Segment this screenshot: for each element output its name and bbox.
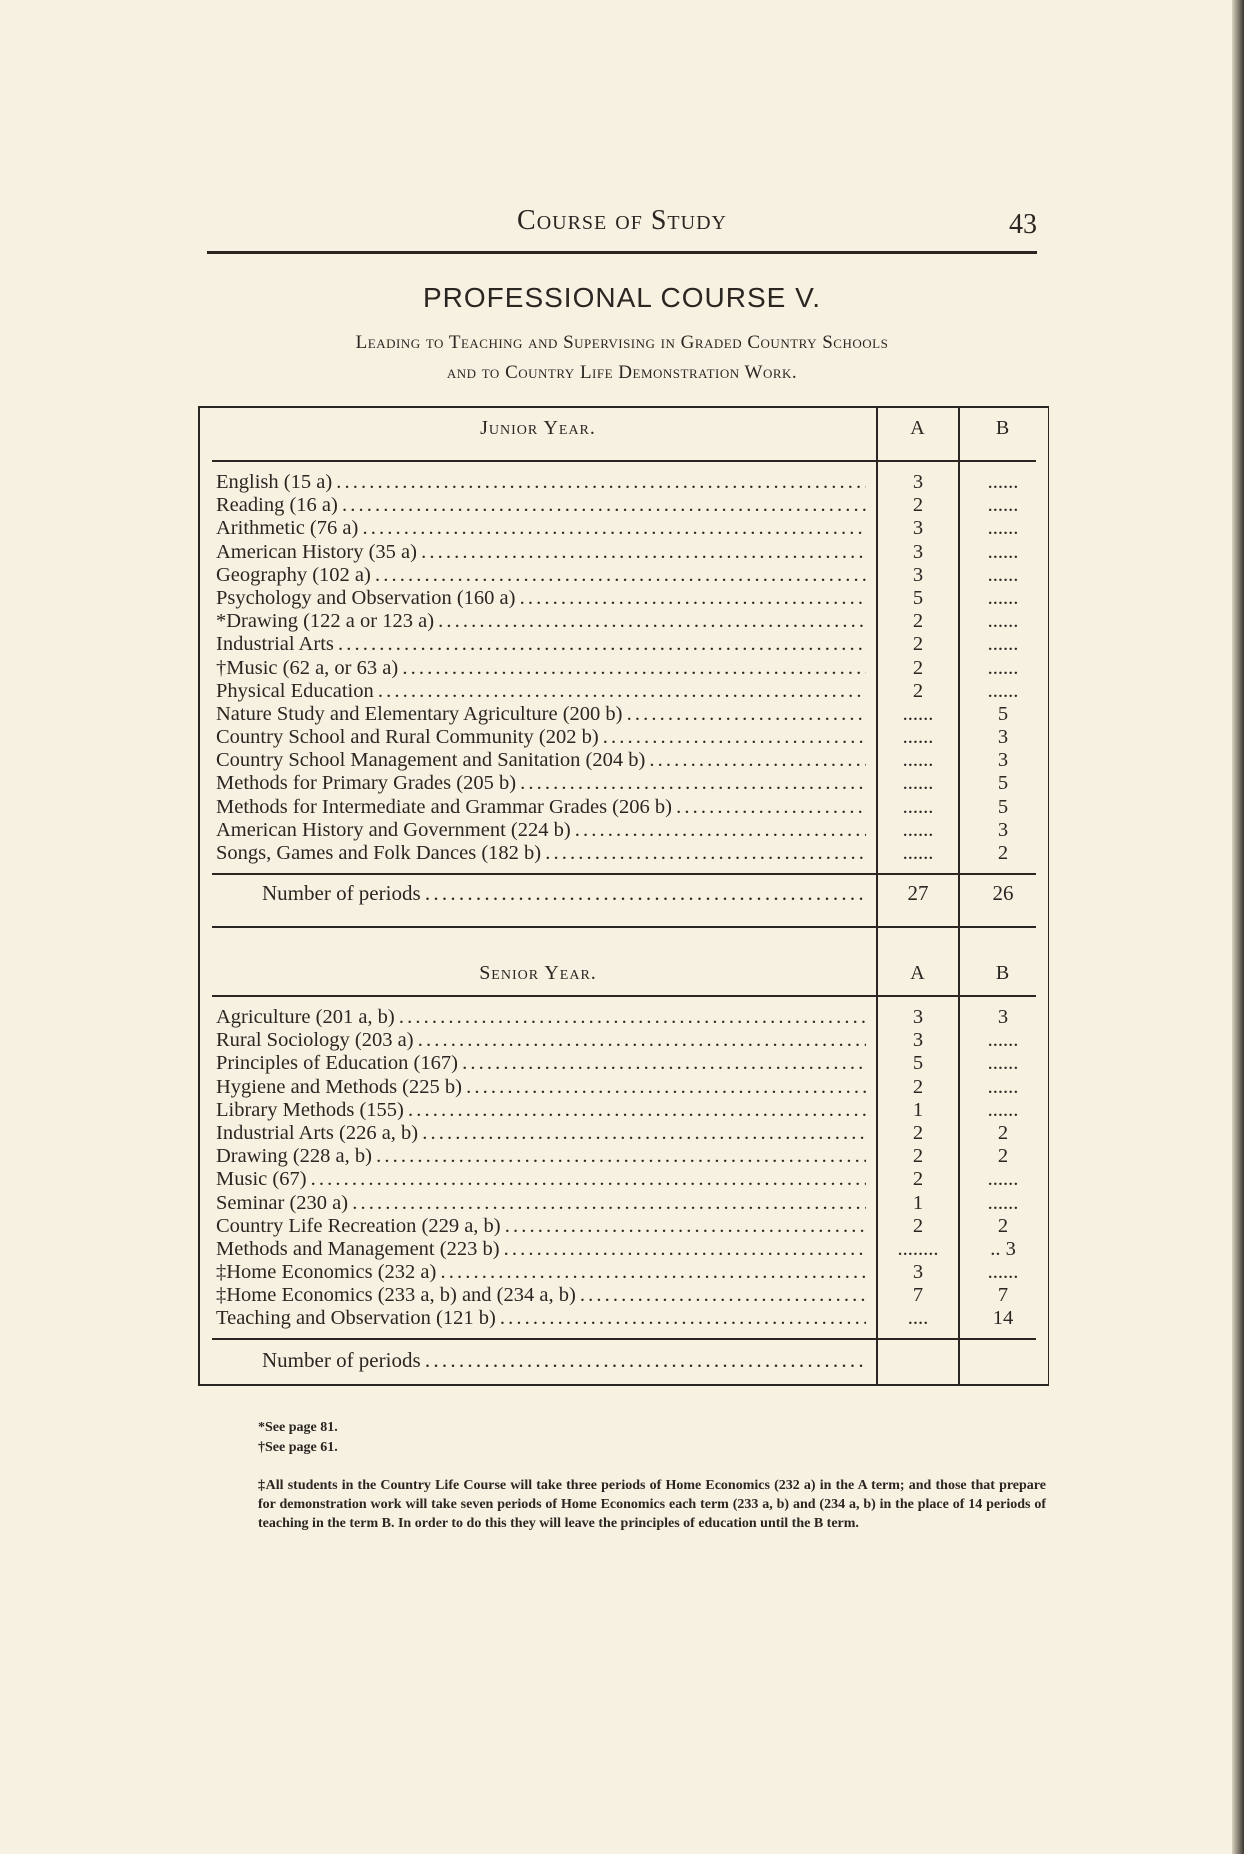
subject-name: Physical Education . . . xyxy=(216,680,866,703)
subject-name: Library Methods (155) . . . xyxy=(216,1099,866,1122)
periods-b: 2 xyxy=(997,1214,1009,1237)
footnote-music: †See page 61. xyxy=(258,1440,338,1455)
subject-name: *Drawing (122 a or 123 a) . . . xyxy=(216,610,866,633)
periods-b: ...... xyxy=(987,679,1019,702)
periods-b: 2 xyxy=(997,842,1009,864)
periods-b: 2 xyxy=(997,1121,1009,1144)
page-subtitle xyxy=(207,328,1037,388)
periods-a: 2 xyxy=(912,1121,924,1144)
table-row xyxy=(200,657,1048,680)
subject-name: Music (67) . . . xyxy=(216,1168,866,1191)
periods-b: 7 xyxy=(997,1284,1009,1307)
footnote-drawing: *See page 81. xyxy=(258,1420,338,1435)
junior-total-label: Number of periods . . . xyxy=(262,873,867,913)
subject-name: Rural Sociology (203 a) . . . xyxy=(216,1029,866,1052)
subject-name: Songs, Games and Folk Dances (182 b) . . . xyxy=(216,842,866,865)
periods-a: ........ xyxy=(897,1237,939,1260)
periods-a: 2 xyxy=(912,1214,924,1237)
periods-a: 5 xyxy=(912,586,924,609)
periods-b: 5 xyxy=(997,772,1009,795)
subject-name: Country School and Rural Community (202 b) . . . xyxy=(216,726,866,749)
page-number: 43 xyxy=(1009,209,1037,240)
periods-a: 5 xyxy=(912,1052,924,1075)
page-edge xyxy=(1232,0,1244,1854)
periods-a: 3 xyxy=(912,1261,924,1284)
table-row xyxy=(200,1284,1048,1307)
periods-a: 2 xyxy=(912,1168,924,1191)
periods-b: ...... xyxy=(987,1052,1019,1075)
periods-a: 3 xyxy=(912,471,924,493)
subject-name: Industrial Arts (226 a, b) . . . xyxy=(216,1122,866,1145)
junior-year-heading: Junior Year. xyxy=(480,417,596,439)
table-row xyxy=(200,633,1048,656)
senior-year-header xyxy=(200,953,1048,993)
periods-a: 2 xyxy=(912,1075,924,1098)
periods-a: 2 xyxy=(912,1145,924,1168)
periods-a: 3 xyxy=(912,1029,924,1052)
periods-b: ...... xyxy=(987,656,1019,679)
periods-b: 3 xyxy=(997,726,1009,749)
periods-b: ...... xyxy=(987,494,1019,517)
periods-b: ...... xyxy=(987,1075,1019,1098)
periods-b: ...... xyxy=(987,517,1019,540)
junior-total-b: 26 xyxy=(992,881,1014,905)
subject-name: Methods for Intermediate and Grammar Grades (206 b) . . . xyxy=(216,796,866,819)
table-row xyxy=(200,1099,1048,1122)
periods-b: 3 xyxy=(997,749,1009,772)
periods-a: 2 xyxy=(912,679,924,702)
periods-a: 3 xyxy=(912,540,924,563)
periods-a: 2 xyxy=(912,610,924,633)
periods-b: ...... xyxy=(987,1098,1019,1121)
table-row xyxy=(200,541,1048,564)
page-header xyxy=(207,205,1037,254)
table-row xyxy=(200,842,1048,865)
periods-b: ...... xyxy=(987,540,1019,563)
periods-b: ...... xyxy=(987,1191,1019,1214)
table-row xyxy=(200,471,1048,494)
course-table xyxy=(198,406,1049,1386)
junior-total-a: 27 xyxy=(907,881,929,905)
table-row xyxy=(200,1307,1048,1330)
periods-a: ...... xyxy=(902,795,934,818)
footnotes xyxy=(258,1418,1046,1533)
periods-a: ...... xyxy=(902,842,934,864)
table-row xyxy=(200,494,1048,517)
subject-name: Country School Management and Sanitation (204 b) . . . xyxy=(216,749,866,772)
periods-b: ...... xyxy=(987,1168,1019,1191)
junior-col-a-heading: A xyxy=(910,417,926,439)
periods-a: ...... xyxy=(902,818,934,841)
subject-name: Methods for Primary Grades (205 b) . . . xyxy=(216,772,866,795)
periods-b: ...... xyxy=(987,563,1019,586)
subject-name: Teaching and Observation (121 b) . . . xyxy=(216,1307,866,1330)
senior-header-rule xyxy=(212,995,1036,997)
subject-name: American History (35 a) . . . xyxy=(216,541,866,564)
junior-end-rule xyxy=(212,926,1036,928)
periods-a: .... xyxy=(907,1307,929,1330)
table-row xyxy=(200,587,1048,610)
periods-a: ...... xyxy=(902,749,934,772)
table-row xyxy=(200,819,1048,842)
table-row xyxy=(200,1215,1048,1238)
periods-b: 14 xyxy=(992,1307,1014,1330)
periods-a: 3 xyxy=(912,517,924,540)
table-row xyxy=(200,1006,1048,1029)
periods-a: 7 xyxy=(912,1284,924,1307)
table-row xyxy=(200,1145,1048,1168)
table-row xyxy=(200,1122,1048,1145)
subject-name: Hygiene and Methods (225 b) . . . xyxy=(216,1076,866,1099)
periods-a: 1 xyxy=(912,1098,924,1121)
periods-a: 1 xyxy=(912,1191,924,1214)
periods-b: 2 xyxy=(997,1145,1009,1168)
table-row xyxy=(200,1238,1048,1261)
table-row xyxy=(200,1052,1048,1075)
subject-name: Geography (102 a) . . . xyxy=(216,564,866,587)
table-row xyxy=(200,1029,1048,1052)
periods-a: 2 xyxy=(912,656,924,679)
running-head: Course of Study xyxy=(517,205,727,236)
senior-total-label: Number of periods . . . xyxy=(262,1340,867,1380)
senior-year-heading: Senior Year. xyxy=(479,962,597,984)
table-row xyxy=(200,610,1048,633)
page-title: PROFESSIONAL COURSE V. xyxy=(422,282,822,313)
periods-b: 3 xyxy=(997,1006,1009,1028)
periods-a: 3 xyxy=(912,1006,924,1028)
subject-name: Reading (16 a) . . . xyxy=(216,494,866,517)
senior-total-row xyxy=(200,1340,1048,1380)
junior-header-rule xyxy=(212,460,1036,462)
periods-b: ...... xyxy=(987,1029,1019,1052)
subtitle-line-1: Leading to Teaching and Supervising in Graded Country Schools xyxy=(355,332,889,353)
periods-a: ...... xyxy=(902,772,934,795)
subject-name: Seminar (230 a) . . . xyxy=(216,1192,866,1215)
senior-col-a-heading: A xyxy=(910,962,926,984)
subject-name: English (15 a) . . . xyxy=(216,471,866,494)
subtitle-line-2: and to Country Life Demonstration Work. xyxy=(446,362,798,383)
periods-b: 5 xyxy=(997,702,1009,725)
junior-year-header xyxy=(200,408,1048,448)
periods-b: .. 3 xyxy=(990,1237,1016,1260)
junior-total-row xyxy=(200,873,1048,913)
periods-a: ...... xyxy=(902,726,934,749)
periods-a: 3 xyxy=(912,563,924,586)
table-row xyxy=(200,1076,1048,1099)
subject-name: Country Life Recreation (229 a, b) . . . xyxy=(216,1215,866,1238)
periods-b: ...... xyxy=(987,1261,1019,1284)
periods-b: ...... xyxy=(987,610,1019,633)
periods-b: ...... xyxy=(987,633,1019,656)
subject-name: Methods and Management (223 b) . . . xyxy=(216,1238,866,1261)
subject-name: ‡Home Economics (233 a, b) and (234 a, b) . . . xyxy=(216,1284,866,1307)
table-row xyxy=(200,796,1048,819)
table-row xyxy=(200,517,1048,540)
table-row xyxy=(200,726,1048,749)
subject-name: Drawing (228 a, b) . . . xyxy=(216,1145,866,1168)
table-row xyxy=(200,703,1048,726)
table-row xyxy=(200,749,1048,772)
subject-name: ‡Home Economics (232 a) . . . xyxy=(216,1261,866,1284)
periods-a: ...... xyxy=(902,702,934,725)
junior-col-b-heading: B xyxy=(995,417,1011,439)
periods-a: 2 xyxy=(912,633,924,656)
senior-year-rows xyxy=(200,1006,1048,1331)
periods-b: ...... xyxy=(987,586,1019,609)
subject-name: †Music (62 a, or 63 a) . . . xyxy=(216,657,866,680)
periods-b: 3 xyxy=(997,818,1009,841)
table-row xyxy=(200,1261,1048,1284)
subject-name: Arithmetic (76 a) . . . xyxy=(216,517,866,540)
table-row xyxy=(200,772,1048,795)
table-row xyxy=(200,564,1048,587)
table-row xyxy=(200,1168,1048,1191)
subject-name: Nature Study and Elementary Agriculture (200 b) . . . xyxy=(216,703,866,726)
footnote-home-economics: ‡All students in the Country Life Course will take three periods of Home Economics (232 a) in the A term; and those that prepare for demonstration work will take seven periods of Home Economics each term (233 a, b) and (234 a, b) in the place of 14 periods of teaching in the term B. In order to do this they will leave the principles of education until the B term. xyxy=(258,1478,1046,1531)
subject-name: American History and Government (224 b) . . . xyxy=(216,819,866,842)
subject-name: Industrial Arts . . . xyxy=(216,633,866,656)
periods-b: 5 xyxy=(997,795,1009,818)
periods-b: ...... xyxy=(987,471,1019,493)
periods-a: 2 xyxy=(912,494,924,517)
subject-name: Psychology and Observation (160 a) . . . xyxy=(216,587,866,610)
junior-year-rows xyxy=(200,471,1048,865)
senior-col-b-heading: B xyxy=(995,962,1011,984)
subject-name: Agriculture (201 a, b) . . . xyxy=(216,1006,866,1029)
subject-name: Principles of Education (167) . . . xyxy=(216,1052,866,1075)
table-row xyxy=(200,680,1048,703)
table-row xyxy=(200,1192,1048,1215)
